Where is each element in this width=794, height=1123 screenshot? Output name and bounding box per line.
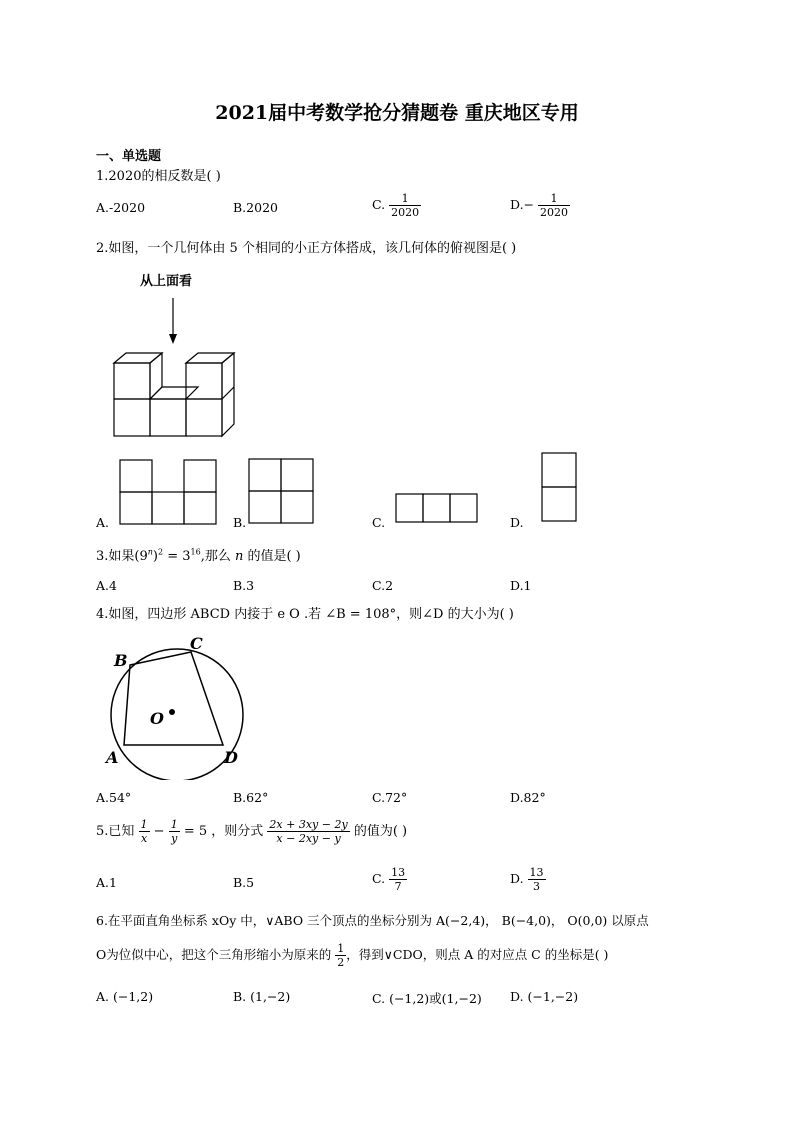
page-title: 2021届中考数学抢分猜题卷 重庆地区专用 <box>215 102 579 124</box>
power-expression <box>134 549 200 564</box>
quadrilateral-abcd <box>124 652 223 745</box>
fraction-numerator: 1 <box>550 192 558 205</box>
fraction-denominator: 2020 <box>540 206 569 219</box>
q1-option-b[interactable]: B.2020 <box>233 200 278 215</box>
q2-option-b-view[interactable] <box>246 456 318 528</box>
q1-option-c[interactable] <box>372 192 421 219</box>
fraction-expression <box>267 818 349 845</box>
fraction-denominator: y <box>169 831 180 845</box>
expr-square: 2 <box>157 547 164 557</box>
fraction-numerator: 1 <box>140 818 148 831</box>
fraction-numerator: 1 <box>170 818 178 831</box>
q1-option-a[interactable]: A.-2020 <box>96 200 146 215</box>
question-4-stem: 4.如图，四边形 ABCD 内接于 e O .若 ∠B = 108°，则∠D 的大小为( ) <box>96 607 514 622</box>
q6-option-c[interactable]: C. (−1,2)或(1,−2) <box>372 991 482 1006</box>
fraction-numerator: 1 <box>337 942 345 955</box>
q5-option-d-fraction <box>528 866 546 893</box>
label-a: A <box>106 748 119 767</box>
label-d: D <box>224 748 238 767</box>
q5-option-b[interactable]: B.5 <box>233 875 255 890</box>
q3-option-a[interactable]: A.4 <box>96 578 117 593</box>
q1-option-c-label: C. <box>372 197 386 212</box>
expr-exponent-16: 16 <box>190 547 201 557</box>
stem-text: ，得到∨CDO，则点 A 的对应点 C 的坐标是( ) <box>346 947 609 962</box>
stem-text: O为位似中心，把这个三角形缩小为原来的 <box>96 947 332 962</box>
stem-text: 3.如果 <box>96 549 135 564</box>
q1-option-d-fraction <box>538 192 570 219</box>
solid-figure <box>100 290 250 445</box>
q1-option-d[interactable] <box>510 192 570 219</box>
expr-exponent: n <box>147 547 153 557</box>
fraction-numerator: 13 <box>529 866 544 879</box>
fraction-numerator: 13 <box>391 866 406 879</box>
fraction-denominator: x − 2xy − y <box>267 831 349 845</box>
q2-option-a-view[interactable] <box>116 456 220 526</box>
q6-option-a[interactable]: A. (−1,2) <box>96 989 154 1004</box>
question-1-stem: 1.2020的相反数是( ) <box>96 169 221 184</box>
stem-text: 的值为( ) <box>349 824 408 839</box>
fraction-1-over-y <box>169 818 180 845</box>
variable-n: n <box>234 549 244 564</box>
question-6-line-2 <box>96 942 608 969</box>
q5-option-c[interactable] <box>372 866 407 893</box>
stem-text: ,那么 <box>200 549 235 564</box>
label-c: C <box>190 634 203 653</box>
minus-sign: − <box>149 824 169 839</box>
fraction-numerator: 2x + 3xy − 2y <box>269 818 348 831</box>
q6-option-b[interactable]: B. (1,−2) <box>233 989 291 1004</box>
question-2-stem: 2.如图，一个几何体由 5 个相同的小正方体搭成，该几何体的俯视图是( ) <box>96 241 517 256</box>
q5-option-a[interactable]: A.1 <box>96 875 117 890</box>
q4-option-d[interactable]: D.82° <box>510 790 546 805</box>
q2-option-c-label[interactable]: C. <box>372 515 386 530</box>
stem-text: = 5 ，则分式 <box>179 824 268 839</box>
q2-option-d-label[interactable]: D. <box>510 515 524 530</box>
fraction-denominator: 2 <box>337 956 345 969</box>
q5-option-d[interactable] <box>510 866 546 893</box>
q3-option-c[interactable]: C.2 <box>372 578 394 593</box>
expr-close: ) <box>152 549 158 564</box>
q6-option-d[interactable]: D. (−1,−2) <box>510 989 579 1004</box>
q2-option-a-label[interactable]: A. <box>96 515 110 530</box>
fraction-denominator: 7 <box>389 879 407 893</box>
q2-option-b-label[interactable]: B. <box>233 515 247 530</box>
question-5-stem <box>96 818 407 845</box>
fraction-numerator: 1 <box>401 192 409 205</box>
cube-stack <box>114 353 234 436</box>
fraction-denominator: 2020 <box>391 206 420 219</box>
view-arrow-head <box>169 334 177 344</box>
q1-option-c-fraction <box>389 192 421 219</box>
expr-equals: = 3 <box>163 549 191 564</box>
q2-option-d-view[interactable] <box>539 450 579 524</box>
q4-option-a[interactable]: A.54° <box>96 790 132 805</box>
view-direction-label: 从上面看 <box>140 274 193 289</box>
section-heading: 一、单选题 <box>96 149 162 164</box>
q5-option-d-label: D. <box>510 871 524 886</box>
q1-option-d-label: D.− <box>510 197 535 212</box>
center-dot <box>169 709 175 715</box>
q2-option-c-view[interactable] <box>393 491 481 525</box>
q5-option-c-fraction <box>389 866 407 893</box>
question-3-stem <box>96 545 301 564</box>
q4-option-b[interactable]: B.62° <box>233 790 269 805</box>
stem-text: 5.已知 <box>96 824 135 839</box>
label-o: O <box>150 709 164 728</box>
label-b: B <box>114 651 128 670</box>
q3-option-b[interactable]: B.3 <box>233 578 255 593</box>
fraction-1-over-x <box>139 818 150 845</box>
circle-figure <box>100 630 250 780</box>
question-6-line-1: 6.在平面直角坐标系 xOy 中，∨ABO 三个顶点的坐标分别为 A(−2,4)， B(−4,0)， O(0,0) 以原点 <box>96 913 649 928</box>
q3-option-d[interactable]: D.1 <box>510 578 532 593</box>
q4-option-c[interactable]: C.72° <box>372 790 408 805</box>
stem-text: 的值是( ) <box>243 549 301 564</box>
expr-base: (9 <box>134 549 148 564</box>
fraction-denominator: 3 <box>528 879 546 893</box>
fraction-denominator: x <box>139 831 150 845</box>
q5-option-c-label: C. <box>372 871 386 886</box>
fraction-one-half <box>335 942 346 969</box>
